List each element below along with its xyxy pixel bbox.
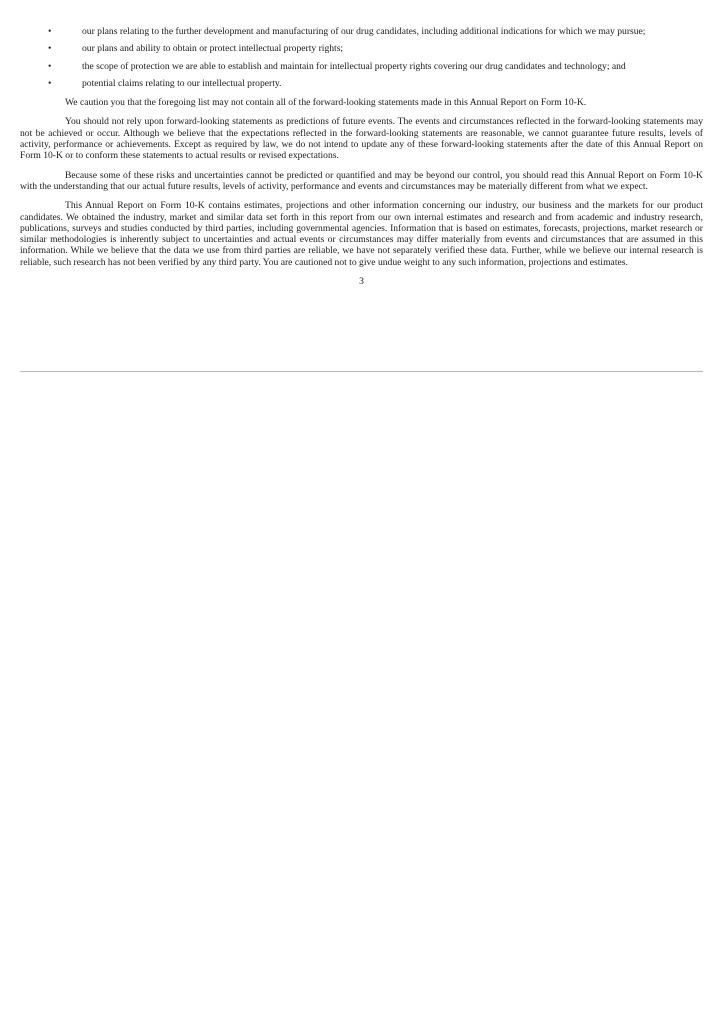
bullet-marker: • <box>48 60 52 72</box>
bullet-list <box>20 26 703 89</box>
page-number: 3 <box>359 276 364 288</box>
paragraph-uncertainties: Because some of these risks and uncertainties cannot be predicted or quantified and may be beyond our control, you should read this Annual Report on Form 10-K with the understanding that our actual future results, levels of activity, performance and events and circumstances may be materially different from what we expect. <box>20 169 703 192</box>
bullet-item <box>20 43 703 54</box>
bullet-marker: • <box>48 43 52 55</box>
page-divider <box>20 371 703 372</box>
document-page <box>20 26 703 287</box>
bullet-text: the scope of protection we are able to establish and maintain for intellectual property rights covering our drug candidates and technology; and <box>82 60 626 72</box>
bullet-item <box>20 26 703 37</box>
bullet-text: our plans and ability to obtain or protect intellectual property rights; <box>82 43 344 55</box>
bullet-text: our plans relating to the further development and manufacturing of our drug candidates, including additional indications for which we may pursue; <box>82 26 646 37</box>
paragraph-caution: We caution you that the foregoing list may not contain all of the forward-looking statements made in this Annual Report on Form 10-K. <box>65 97 587 109</box>
paragraph-market-data: This Annual Report on Form 10-K contains estimates, projections and other information concerning our industry, our business and the markets for our product candidates. We obtained the industry, market and similar data set forth in this report from our own internal estimates and research and from academic and industry research, publications, surveys and studies conducted by third parties, including governmental agencies. Information that is based on estimates, forecasts, projections, market research or similar methodologies is inherently subject to uncertainties and actual events or circumstances may differ materially from events and circumstances that are assumed in this information. While we believe that the data we use from third parties are reliable, we have not separately verified these data. Further, while we believe our internal research is reliable, such research has not been verified by any third party. You are cautioned not to give undue weight to any such information, projections and estimates. <box>20 200 703 268</box>
bullet-marker: • <box>48 77 52 89</box>
bullet-marker: • <box>48 26 52 37</box>
bullet-item <box>20 78 703 89</box>
bullet-item <box>20 61 703 72</box>
bullet-text: potential claims relating to our intellectual property. <box>82 77 282 89</box>
paragraph-reliance: You should not rely upon forward-looking statements as predictions of future events. The events and circumstances reflected in the forward-looking statements may not be achieved or occur. Although we believe that the expectations reflected in the forward-looking statements are reasonable, we cannot guarantee future results, levels of activity, performance or achievements. Except as required by law, we do not intend to update any of these forward-looking statements after the date of this Annual Report on Form 10-K or to conform these statements to actual results or revised expectations. <box>20 116 703 162</box>
